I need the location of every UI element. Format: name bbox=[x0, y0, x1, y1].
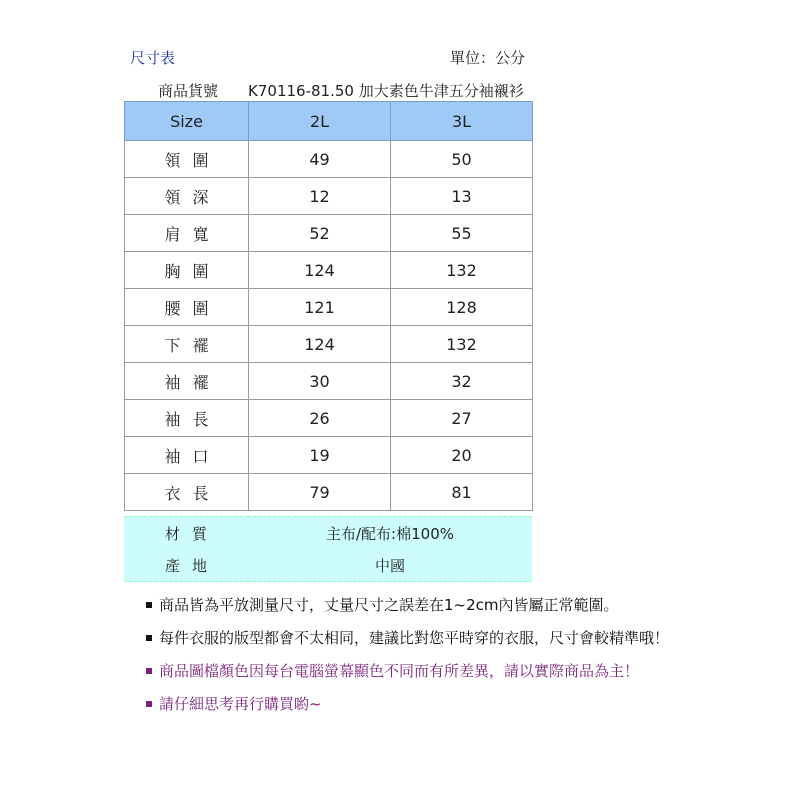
cell-2l: 52 bbox=[249, 215, 391, 252]
origin-value: 中國 bbox=[374, 556, 405, 575]
square-bullet-icon bbox=[146, 668, 152, 674]
row-label: 袖口 bbox=[125, 437, 249, 474]
table-row bbox=[125, 474, 533, 511]
square-bullet-icon bbox=[146, 635, 152, 641]
table-row bbox=[125, 289, 533, 326]
cell-3l: 20 bbox=[391, 437, 533, 474]
origin-row bbox=[124, 549, 532, 582]
note-text: 商品皆為平放測量尺寸，丈量尺寸之誤差在1~2cm內皆屬正常範圍。 bbox=[159, 596, 619, 614]
size-3l-header: 3L bbox=[391, 102, 533, 141]
table-row bbox=[125, 178, 533, 215]
row-label: 袖長 bbox=[125, 400, 249, 437]
row-label: 下襬 bbox=[125, 326, 249, 363]
row-label: 領圍 bbox=[125, 141, 249, 178]
note-text: 每件衣服的版型都會不太相同，建議比對您平時穿的衣服，尺寸會較精準哦！ bbox=[159, 629, 670, 647]
note-text: 請仔細思考再行購買喲~ bbox=[159, 695, 322, 713]
size-table bbox=[124, 101, 533, 511]
list-item bbox=[146, 660, 669, 693]
cell-3l: 13 bbox=[391, 178, 533, 215]
cell-2l: 121 bbox=[249, 289, 391, 326]
size-chart-title: 尺寸表 bbox=[130, 49, 176, 67]
square-bullet-icon bbox=[146, 701, 152, 707]
cell-3l: 50 bbox=[391, 141, 533, 178]
cell-2l: 124 bbox=[249, 326, 391, 363]
list-item bbox=[146, 693, 669, 726]
cell-2l: 12 bbox=[249, 178, 391, 215]
cell-3l: 128 bbox=[391, 289, 533, 326]
size-2l-header: 2L bbox=[249, 102, 391, 141]
cell-2l: 30 bbox=[249, 363, 391, 400]
cell-2l: 49 bbox=[249, 141, 391, 178]
table-row bbox=[125, 141, 533, 178]
table-row bbox=[125, 400, 533, 437]
product-line bbox=[158, 80, 524, 101]
row-label: 領深 bbox=[125, 178, 249, 215]
unit-label: 單位：公分 bbox=[450, 49, 526, 67]
cell-2l: 19 bbox=[249, 437, 391, 474]
cell-2l: 26 bbox=[249, 400, 391, 437]
table-row bbox=[125, 326, 533, 363]
cell-2l: 124 bbox=[249, 252, 391, 289]
cell-3l: 81 bbox=[391, 474, 533, 511]
size-header-row bbox=[125, 102, 533, 141]
table-row bbox=[125, 215, 533, 252]
cell-3l: 132 bbox=[391, 326, 533, 363]
square-bullet-icon bbox=[146, 602, 152, 608]
row-label: 肩寬 bbox=[125, 215, 249, 252]
table-row bbox=[125, 252, 533, 289]
product-code-label: 商品貨號 bbox=[158, 82, 219, 100]
list-item bbox=[146, 627, 669, 660]
product-code: K70116-81.50 加大素色牛津五分袖襯衫 bbox=[248, 82, 524, 100]
cell-2l: 79 bbox=[249, 474, 391, 511]
table-row bbox=[125, 363, 533, 400]
material-value: 主布/配布:棉100% bbox=[326, 524, 454, 543]
cell-3l: 32 bbox=[391, 363, 533, 400]
row-label: 胸圍 bbox=[125, 252, 249, 289]
cell-3l: 27 bbox=[391, 400, 533, 437]
note-text: 商品圖檔顏色因每台電腦螢幕顯色不同而有所差異，請以實際商品為主！ bbox=[159, 662, 640, 680]
table-row bbox=[125, 437, 533, 474]
list-item bbox=[146, 594, 669, 627]
origin-label: 產地 bbox=[164, 556, 219, 575]
cell-3l: 55 bbox=[391, 215, 533, 252]
material-row bbox=[124, 517, 532, 550]
cell-3l: 132 bbox=[391, 252, 533, 289]
notes-list bbox=[146, 594, 669, 726]
size-corner-label: Size bbox=[125, 102, 249, 141]
row-label: 衣長 bbox=[125, 474, 249, 511]
row-label: 腰圍 bbox=[125, 289, 249, 326]
material-label: 材質 bbox=[164, 524, 219, 543]
material-table bbox=[124, 516, 532, 582]
row-label: 袖襬 bbox=[125, 363, 249, 400]
